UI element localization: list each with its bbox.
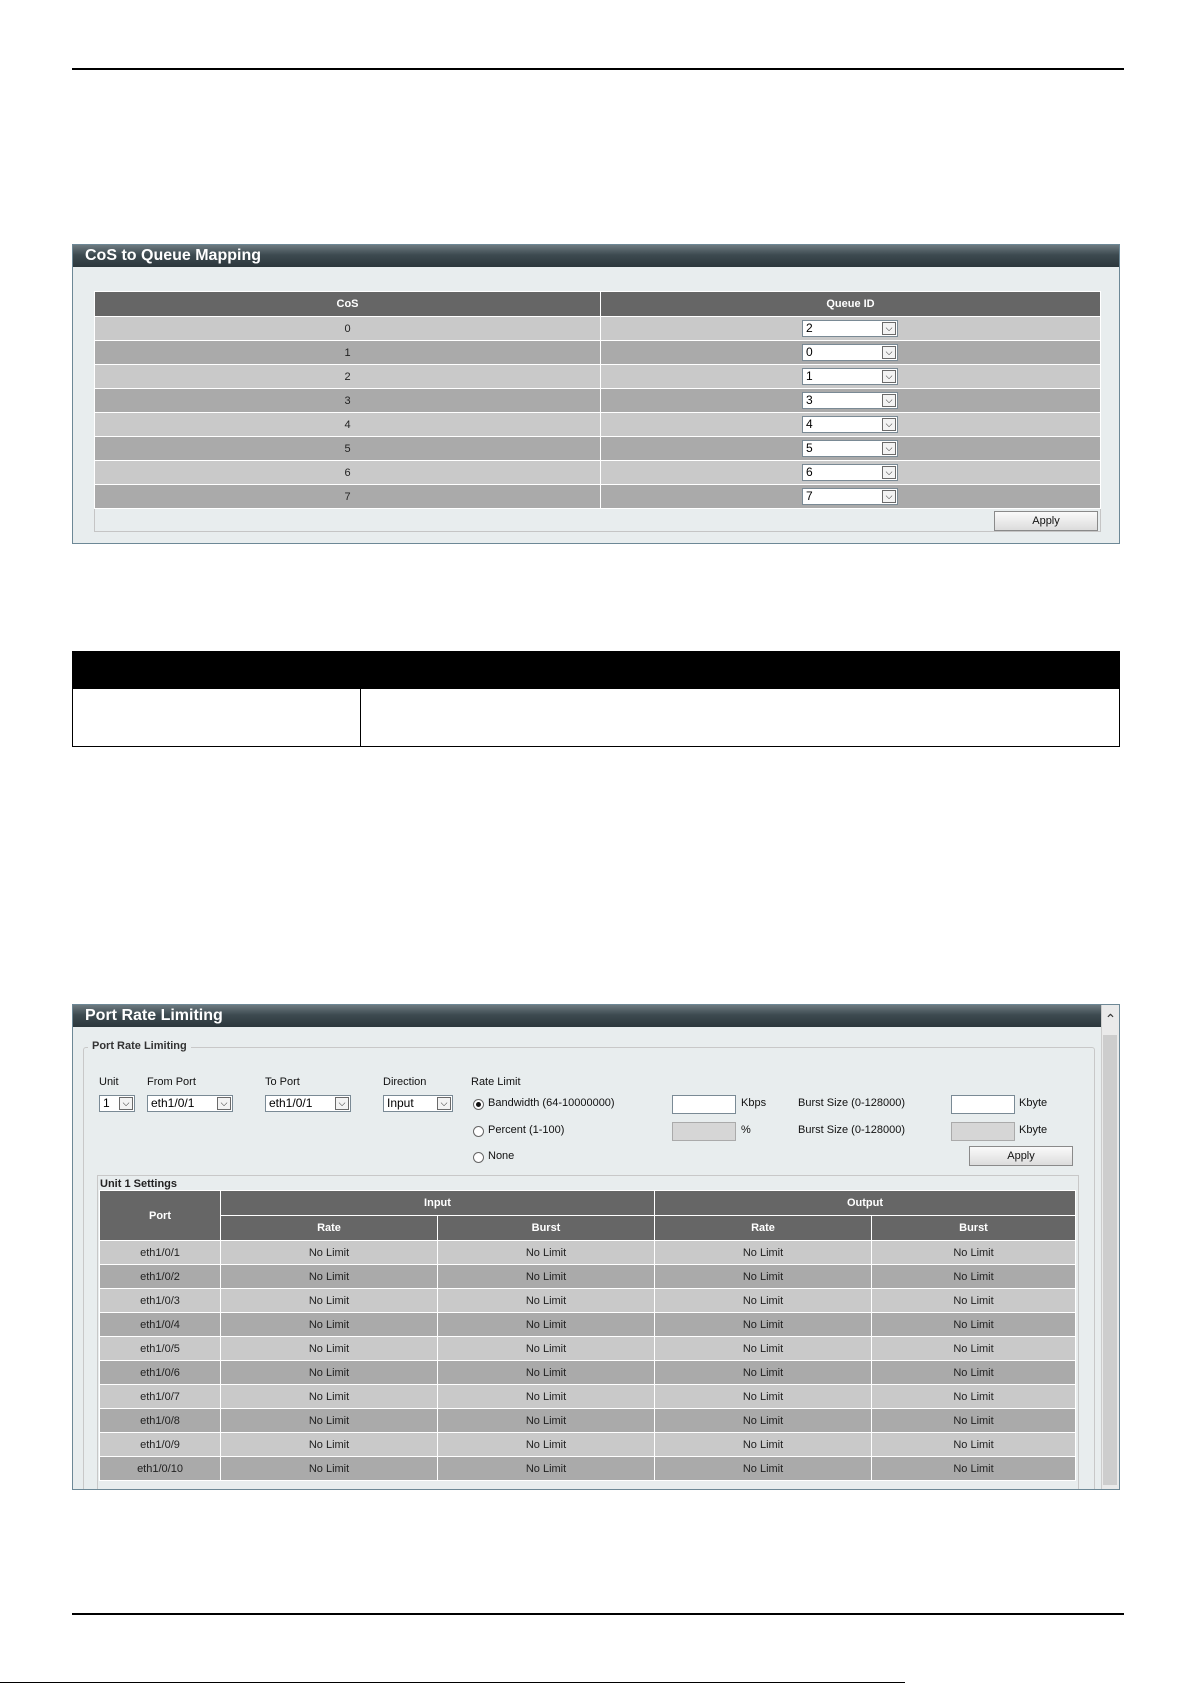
burst-size-input-1[interactable] — [951, 1095, 1015, 1114]
rate-row — [100, 1409, 1076, 1433]
cos-value: 7 — [95, 485, 601, 509]
rate-row — [100, 1289, 1076, 1313]
queue-id-value: 6 — [806, 465, 813, 479]
cos-apply-button[interactable]: Apply — [994, 511, 1098, 531]
output-rate-cell: No Limit — [655, 1241, 872, 1265]
queue-id-value: 2 — [806, 321, 813, 335]
output-burst-cell: No Limit — [872, 1433, 1076, 1457]
chevron-down-icon: ⌵ — [882, 466, 896, 479]
cos-value: 3 — [95, 389, 601, 413]
queue-id-cell — [601, 485, 1101, 509]
chevron-down-icon: ⌵ — [119, 1097, 133, 1110]
port-cell: eth1/0/6 — [100, 1361, 221, 1385]
unit-settings-title: Unit 1 Settings — [100, 1178, 178, 1190]
input-rate-cell: No Limit — [221, 1337, 438, 1361]
queue-id-value: 0 — [806, 345, 813, 359]
port-cell: eth1/0/7 — [100, 1385, 221, 1409]
input-rate-cell: No Limit — [221, 1313, 438, 1337]
output-rate-cell: No Limit — [655, 1385, 872, 1409]
burst-size-label-1: Burst Size (0-128000) — [798, 1097, 905, 1109]
queue-id-select[interactable] — [802, 440, 898, 457]
rate-row — [100, 1313, 1076, 1337]
queue-id-select[interactable] — [802, 392, 898, 409]
output-rate-cell: No Limit — [655, 1361, 872, 1385]
input-rate-cell: No Limit — [221, 1289, 438, 1313]
queue-id-value: 1 — [806, 369, 813, 383]
cos-table — [94, 291, 1101, 532]
footer-rule — [72, 1613, 1124, 1615]
input-rate-cell: No Limit — [221, 1241, 438, 1265]
unit-label: Unit — [99, 1076, 119, 1088]
output-rate-header: Rate — [655, 1216, 872, 1241]
parameter-table — [72, 651, 1120, 747]
rate-limit-label: Rate Limit — [471, 1076, 521, 1088]
to-port-select[interactable] — [265, 1095, 351, 1112]
input-rate-cell: No Limit — [221, 1409, 438, 1433]
output-rate-cell: No Limit — [655, 1433, 872, 1457]
header-rule — [72, 68, 1124, 70]
queue-id-select[interactable] — [802, 464, 898, 481]
queue-id-cell — [601, 317, 1101, 341]
queue-id-select[interactable] — [802, 488, 898, 505]
input-burst-cell: No Limit — [438, 1265, 655, 1289]
cos-value: 5 — [95, 437, 601, 461]
input-burst-cell: No Limit — [438, 1361, 655, 1385]
queue-id-cell — [601, 389, 1101, 413]
queue-id-cell — [601, 365, 1101, 389]
output-rate-cell: No Limit — [655, 1457, 872, 1481]
chevron-down-icon: ⌵ — [882, 346, 896, 359]
chevron-down-icon: ⌵ — [335, 1097, 349, 1110]
output-rate-cell: No Limit — [655, 1265, 872, 1289]
chevron-down-icon: ⌵ — [217, 1097, 231, 1110]
input-burst-cell: No Limit — [438, 1433, 655, 1457]
scroll-thumb[interactable] — [1103, 1035, 1117, 1485]
port-cell: eth1/0/9 — [100, 1433, 221, 1457]
port-cell: eth1/0/1 — [100, 1241, 221, 1265]
none-radio[interactable] — [473, 1152, 484, 1163]
direction-select[interactable] — [383, 1095, 453, 1112]
cos-row — [95, 341, 1101, 365]
kbyte-unit-1: Kbyte — [1019, 1097, 1048, 1109]
port-cell: eth1/0/2 — [100, 1265, 221, 1289]
cos-header: CoS — [95, 292, 601, 317]
chevron-down-icon: ⌵ — [882, 418, 896, 431]
input-rate-cell: No Limit — [221, 1385, 438, 1409]
input-burst-cell: No Limit — [438, 1289, 655, 1313]
to-port-select-value: eth1/0/1 — [269, 1096, 313, 1110]
output-rate-cell: No Limit — [655, 1337, 872, 1361]
output-rate-cell: No Limit — [655, 1313, 872, 1337]
chevron-down-icon: ⌵ — [882, 370, 896, 383]
port-rate-limiting-panel — [72, 1004, 1120, 1490]
port-cell: eth1/0/10 — [100, 1457, 221, 1481]
rate-row — [100, 1241, 1076, 1265]
kbyte-unit-2: Kbyte — [1019, 1124, 1048, 1136]
cos-panel-title: CoS to Queue Mapping — [73, 245, 1119, 267]
rate-row — [100, 1385, 1076, 1409]
rate-table — [99, 1190, 1076, 1481]
queue-id-header: Queue ID — [601, 292, 1101, 317]
kbps-unit: Kbps — [741, 1097, 767, 1109]
output-burst-cell: No Limit — [872, 1265, 1076, 1289]
cos-row — [95, 437, 1101, 461]
cos-row — [95, 317, 1101, 341]
rate-row — [100, 1361, 1076, 1385]
rate-row — [100, 1337, 1076, 1361]
queue-id-cell — [601, 413, 1101, 437]
percent-radio[interactable] — [473, 1126, 484, 1137]
unit-select-value: 1 — [103, 1096, 110, 1110]
cos-row — [95, 365, 1101, 389]
cos-value: 4 — [95, 413, 601, 437]
burst-size-label-2: Burst Size (0-128000) — [798, 1124, 905, 1136]
port-header: Port — [100, 1191, 221, 1241]
parameter-table-header — [73, 652, 1119, 689]
output-burst-cell: No Limit — [872, 1409, 1076, 1433]
input-burst-header: Burst — [438, 1216, 655, 1241]
input-burst-cell: No Limit — [438, 1337, 655, 1361]
input-rate-cell: No Limit — [221, 1361, 438, 1385]
from-port-select[interactable] — [147, 1095, 233, 1112]
input-burst-cell: No Limit — [438, 1385, 655, 1409]
rate-apply-button[interactable]: Apply — [969, 1146, 1073, 1166]
output-burst-cell: No Limit — [872, 1241, 1076, 1265]
input-rate-cell: No Limit — [221, 1265, 438, 1289]
cos-value: 1 — [95, 341, 601, 365]
cos-value: 6 — [95, 461, 601, 485]
output-burst-cell: No Limit — [872, 1361, 1076, 1385]
cos-row — [95, 485, 1101, 509]
vertical-scrollbar[interactable] — [1101, 1005, 1119, 1489]
cos-row — [95, 461, 1101, 485]
queue-id-select[interactable] — [802, 416, 898, 433]
rate-row — [100, 1265, 1076, 1289]
queue-id-value: 5 — [806, 441, 813, 455]
output-rate-cell: No Limit — [655, 1409, 872, 1433]
queue-id-cell — [601, 341, 1101, 365]
cos-row — [95, 389, 1101, 413]
chevron-down-icon: ⌵ — [882, 394, 896, 407]
cos-value: 0 — [95, 317, 601, 341]
output-burst-cell: No Limit — [872, 1457, 1076, 1481]
output-burst-cell: No Limit — [872, 1313, 1076, 1337]
bandwidth-option-label: Bandwidth (64-10000000) — [488, 1097, 615, 1109]
queue-id-select[interactable] — [802, 344, 898, 361]
none-option-label: None — [488, 1150, 515, 1162]
parameter-table-divider — [360, 689, 361, 747]
input-rate-cell: No Limit — [221, 1457, 438, 1481]
unit-select[interactable] — [99, 1095, 135, 1112]
queue-id-select[interactable] — [802, 320, 898, 337]
direction-select-value: Input — [387, 1096, 414, 1110]
queue-id-cell — [601, 461, 1101, 485]
rate-row — [100, 1457, 1076, 1481]
output-header: Output — [655, 1191, 1076, 1216]
bandwidth-radio[interactable] — [473, 1099, 484, 1110]
chevron-down-icon: ⌵ — [882, 442, 896, 455]
cos-to-queue-panel — [72, 244, 1120, 544]
output-burst-cell: No Limit — [872, 1385, 1076, 1409]
burst-size-input-2[interactable] — [951, 1122, 1015, 1141]
from-port-label: From Port — [147, 1076, 196, 1088]
queue-id-value: 7 — [806, 489, 813, 503]
rate-row — [100, 1433, 1076, 1457]
to-port-label: To Port — [265, 1076, 300, 1088]
percent-option-label: Percent (1-100) — [488, 1124, 565, 1136]
input-header: Input — [221, 1191, 655, 1216]
queue-id-select[interactable] — [802, 368, 898, 385]
output-rate-cell: No Limit — [655, 1289, 872, 1313]
chevron-up-icon: ⌃ — [1104, 1011, 1117, 1027]
bottom-rule — [0, 1682, 905, 1683]
chevron-down-icon: ⌵ — [882, 490, 896, 503]
bandwidth-input[interactable] — [672, 1095, 736, 1114]
cos-row — [95, 413, 1101, 437]
input-rate-header: Rate — [221, 1216, 438, 1241]
chevron-down-icon: ⌵ — [437, 1097, 451, 1110]
input-rate-cell: No Limit — [221, 1433, 438, 1457]
direction-label: Direction — [383, 1076, 427, 1088]
input-burst-cell: No Limit — [438, 1313, 655, 1337]
percent-input[interactable] — [672, 1122, 736, 1141]
port-cell: eth1/0/3 — [100, 1289, 221, 1313]
output-burst-cell: No Limit — [872, 1289, 1076, 1313]
from-port-select-value: eth1/0/1 — [151, 1096, 195, 1110]
queue-id-value: 3 — [806, 393, 813, 407]
cos-value: 2 — [95, 365, 601, 389]
input-burst-cell: No Limit — [438, 1241, 655, 1265]
percent-unit: % — [741, 1124, 751, 1136]
cos-apply-row — [95, 509, 1101, 532]
port-cell: eth1/0/4 — [100, 1313, 221, 1337]
output-burst-header: Burst — [872, 1216, 1076, 1241]
queue-id-cell — [601, 437, 1101, 461]
scroll-up-arrow[interactable] — [1102, 1005, 1119, 1033]
input-burst-cell: No Limit — [438, 1457, 655, 1481]
queue-id-value: 4 — [806, 417, 813, 431]
fieldset-legend: Port Rate Limiting — [88, 1040, 191, 1052]
port-cell: eth1/0/5 — [100, 1337, 221, 1361]
output-burst-cell: No Limit — [872, 1337, 1076, 1361]
port-cell: eth1/0/8 — [100, 1409, 221, 1433]
chevron-down-icon: ⌵ — [882, 322, 896, 335]
input-burst-cell: No Limit — [438, 1409, 655, 1433]
rate-panel-title: Port Rate Limiting — [73, 1005, 1119, 1027]
